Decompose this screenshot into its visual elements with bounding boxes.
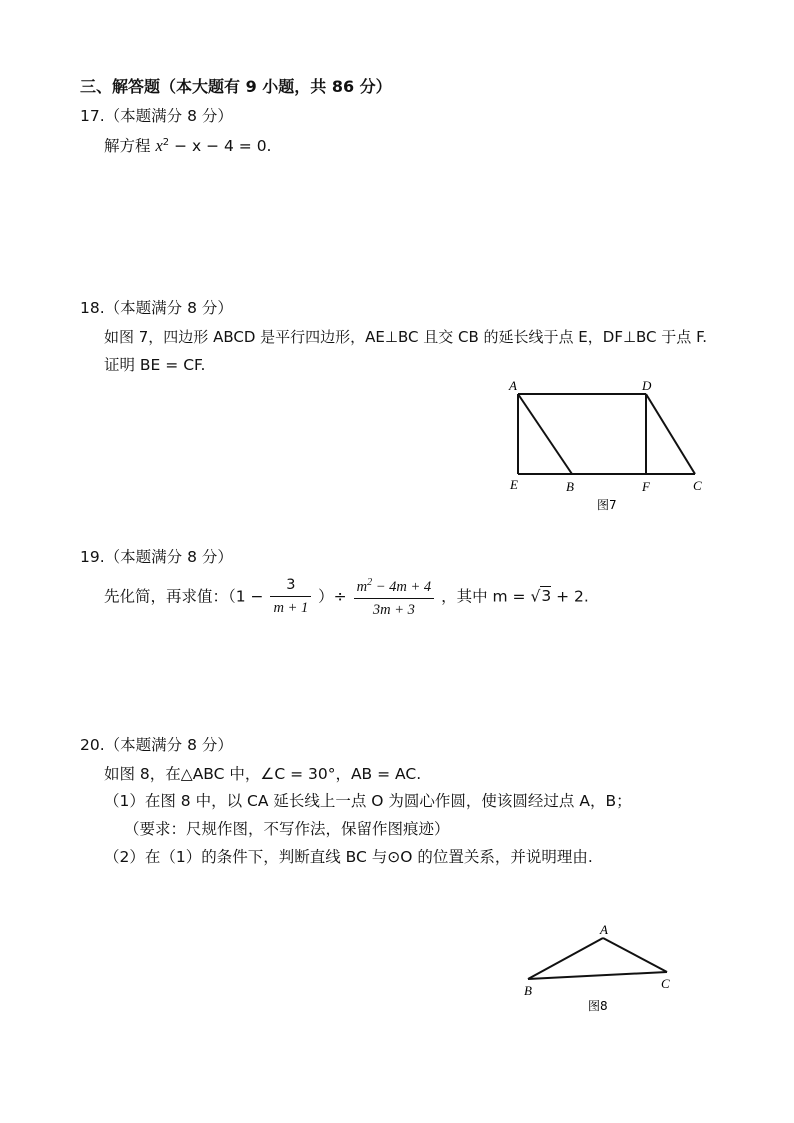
q19-header: 19.（本题满分 8 分） bbox=[80, 548, 233, 566]
fig7-label-D: D bbox=[642, 378, 652, 393]
q19-frac2-num-pre: m bbox=[356, 578, 368, 595]
q20-header: 20.（本题满分 8 分） bbox=[80, 736, 233, 754]
fig7-segment-DC bbox=[646, 394, 695, 474]
q17-equation bbox=[104, 134, 272, 156]
q19-expression bbox=[104, 573, 589, 620]
section-title: 三、解答题（本大题有 9 小题，共 86 分） bbox=[80, 77, 392, 96]
q19-suffix-post: + 2. bbox=[551, 587, 589, 606]
q19-suffix-pre: ，其中 m = bbox=[441, 587, 531, 606]
q18-header: 18.（本题满分 8 分） bbox=[80, 299, 233, 317]
q20-line1: 如图 8，在△ABC 中，∠C = 30°，AB = AC. bbox=[104, 765, 422, 783]
fig8-segment-AC bbox=[603, 938, 667, 972]
q19-frac1-denominator: m + 1 bbox=[273, 599, 309, 616]
q19-frac2-num-post: − 4m + 4 bbox=[372, 578, 432, 595]
q20-line2: （1）在图 8 中，以 CA 延长线上一点 O 为圆心作圆，使该圆经过点 A，B； bbox=[104, 792, 632, 810]
q19-frac2-numerator bbox=[354, 573, 435, 599]
fig8-segment-BA bbox=[528, 938, 603, 979]
fig8-label-B: B bbox=[524, 983, 532, 998]
q19-fraction-2 bbox=[354, 573, 435, 620]
q19-prefix: 先化简，再求值：（1 − bbox=[104, 587, 264, 606]
fig7-segment-AB bbox=[518, 394, 572, 474]
q17-prefix: 解方程 bbox=[104, 137, 156, 155]
fig8-label-C: C bbox=[661, 976, 670, 991]
q17-rest: − x − 4 = 0. bbox=[169, 137, 272, 155]
q20-line4: （2）在（1）的条件下，判断直线 BC 与⊙O 的位置关系，并说明理由. bbox=[104, 848, 593, 866]
fig8-caption: 图8 bbox=[588, 999, 608, 1013]
q17-exponent: 2 bbox=[162, 136, 170, 148]
fig8-label-A: A bbox=[600, 922, 608, 937]
fig7-caption: 图7 bbox=[597, 498, 617, 512]
figure-7 bbox=[500, 372, 720, 522]
q19-suffix: ，其中 m = √3 + 2. bbox=[441, 587, 589, 606]
q18-line2: 证明 BE = CF. bbox=[104, 356, 206, 374]
q18-line1: 如图 7，四边形 ABCD 是平行四边形，AE⊥BC 且交 CB 的延长线于点 E，DF⊥BC 于点 F. bbox=[104, 328, 708, 346]
figure-8 bbox=[515, 920, 685, 1020]
q17-var: x bbox=[155, 136, 163, 155]
q19-frac2-denominator: 3m + 3 bbox=[372, 601, 415, 618]
q19-mid: ）÷ bbox=[318, 587, 347, 606]
fig7-label-F: F bbox=[642, 479, 650, 494]
fig8-segment-BC bbox=[528, 972, 667, 979]
fig7-label-A: A bbox=[509, 378, 517, 393]
fig7-label-B: B bbox=[566, 479, 574, 494]
q20-line3: （要求：尺规作图，不写作法，保留作图痕迹） bbox=[124, 820, 450, 838]
q19-sqrt-value: 3 bbox=[541, 587, 552, 606]
q19-frac2-num-exp: 2 bbox=[367, 577, 373, 588]
fig7-label-E: E bbox=[510, 477, 518, 492]
q17-header: 17.（本题满分 8 分） bbox=[80, 107, 233, 125]
q19-frac1-numerator: 3 bbox=[270, 575, 311, 597]
fig7-label-C: C bbox=[693, 478, 702, 493]
q19-fraction-1 bbox=[270, 575, 311, 618]
